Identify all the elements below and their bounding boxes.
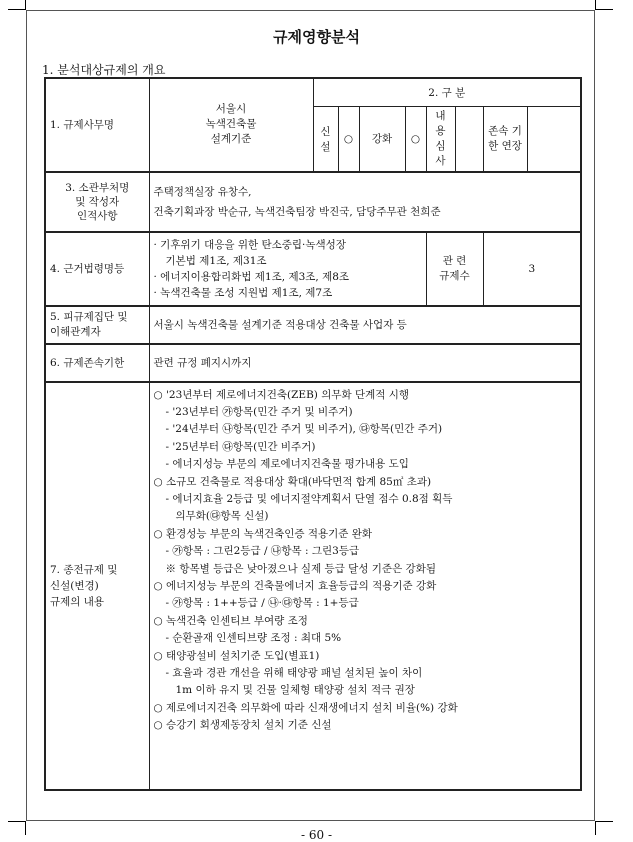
section-heading: 1. 분석대상규제의 개요 [42, 63, 166, 77]
row3-label [45, 172, 149, 232]
content-line: ○ 제로에너지건축 의무화에 따라 신재생에너지 설치 비율(%) 강화 [153, 701, 458, 714]
crop-mark-top-right-h [595, 9, 613, 10]
row1-label: 1. 규제사무명 [45, 78, 149, 172]
page-number: - 60 - [300, 828, 332, 842]
row3-label-line-2: 및 작성자 [75, 195, 120, 208]
row7-label [45, 382, 149, 790]
authors-cell [149, 172, 581, 232]
row3-label-line-3: 인적사항 [76, 209, 118, 222]
content-line: ○ 에너지성능 부문의 건축물에너지 효율등급의 적용기준 강화 [153, 579, 437, 592]
page-title: 규제영향분석 [273, 28, 360, 46]
content-line: - ㉮항목 : 그린2등급 / ㉯항목 : 그린3등급 [165, 545, 360, 558]
content-line: - '25년부터 ㉰항목(민간 비주거) [165, 440, 316, 453]
crop-mark-bottom-left-h [8, 821, 26, 822]
regulation-name-line-2: 녹색건축물 [205, 118, 257, 131]
category-new-mark: ○ [338, 106, 359, 172]
content-line: - '24년부터 ㉯항목(민간 주거 및 비주거), ㉰항목(민간 주거) [165, 423, 443, 436]
legal-basis-cell [149, 232, 426, 306]
content-line: - ㉮항목 : 1++등급 / ㉯·㉰항목 : 1+등급 [165, 597, 359, 610]
category-extension-mark [527, 106, 581, 172]
legal-basis-line-2: 기본법 제1조, 제31조 [165, 254, 267, 267]
content-line: - '23년부터 ㉮항목(민간 주거 및 비주거) [165, 405, 353, 418]
legal-basis-line-4: · 녹색건축물 조성 지원법 제1조, 제7조 [153, 286, 333, 299]
content-line: - 에너지효율 2등급 및 에너지절약계획서 단열 점수 0.8점 획득 [165, 492, 453, 505]
row4-label: 4. 근거법령명등 [45, 232, 149, 306]
row3-label-line-1: 3. 소관부처명 [65, 181, 130, 194]
category-strengthen: 강화 [359, 106, 405, 172]
stakeholders-cell: 서울시 녹색건축물 설계기준 적용대상 건축물 사업자 등 [149, 306, 581, 344]
category-strengthen-mark: ○ [405, 106, 426, 172]
row5-label [45, 306, 149, 344]
content-line: - 에너지성능 부문의 제로에너지건축물 평가내용 도입 [165, 458, 409, 471]
row7-label-line-3: 규제의 내용 [50, 595, 105, 608]
crop-mark-bottom-right-h [595, 821, 613, 822]
content-line: ○ 소규모 건축물로 적용대상 확대(바닥면적 합계 85㎡ 초과) [153, 475, 432, 488]
related-regulations-count: 3 [483, 232, 581, 306]
content-line: ※ 항목별 등급은 낮아졌으나 실제 등급 달성 기준은 강화됨 [165, 562, 436, 575]
category-content-review-mark [455, 106, 483, 172]
legal-basis-line-1: · 기후위기 대응을 위한 탄소중립·녹색성장 [153, 238, 346, 251]
content-line: 의무화(㉰항목 신설) [175, 510, 269, 523]
category-extension: 존속 기한 연장 [483, 106, 527, 172]
content-line: ○ 태양광설비 설치기준 도입(별표1) [153, 649, 320, 662]
regulation-name-line-1: 서울시 [215, 103, 247, 116]
crop-mark-top-right-v [595, 0, 596, 10]
content-line: ○ '23년부터 제로에너지건축(ZEB) 의무화 단계적 시행 [153, 388, 410, 401]
regulation-name-line-3: 설계기준 [210, 133, 252, 146]
content-line: ○ 녹색건축 인센티브 부여량 조정 [153, 614, 308, 627]
content-line: ○ 승강기 회생제동장치 설치 기준 신설 [153, 719, 332, 732]
content-line: - 효율과 경관 개선을 위해 태양광 패널 설치된 높이 차이 [165, 667, 423, 679]
category-new: 신설 [313, 106, 338, 172]
legal-basis-line-3: · 에너지이용합리화법 제1조, 제3조, 제8조 [153, 270, 350, 283]
content-line: - 순환골재 인센티브량 조정 : 최대 5% [165, 632, 342, 645]
content-line: ○ 환경성능 부문의 녹색건축인증 적용기준 완화 [153, 527, 373, 540]
regulation-contents-cell [149, 382, 581, 790]
row7-label-line-1: 7. 종전규제 및 [50, 563, 118, 576]
row7-label-line-2: 신설(변경) [50, 579, 99, 592]
category-header: 2. 구 분 [313, 78, 581, 106]
crop-mark-top-left-h [8, 9, 26, 10]
related-label-line-1: 관 련 [442, 254, 467, 267]
row5-label-line-1: 5. 피규제집단 및 [50, 310, 128, 323]
row5-label-line-2: 이해관계자 [50, 325, 101, 338]
content-line: 1m 이하 유지 및 건물 일체형 태양광 설치 적극 권장 [175, 684, 415, 697]
regulation-summary-table [44, 77, 582, 791]
related-label-line-2: 규제수 [439, 269, 470, 282]
regulation-name-cell [149, 78, 313, 172]
category-content-review: 내용 심사 [426, 106, 455, 172]
authors-line-2: 건축기획과장 박순규, 녹색건축팀장 박진국, 담당주무관 천희준 [153, 205, 441, 218]
row6-label: 6. 규제존속기한 [45, 344, 149, 382]
duration-cell: 관련 규정 폐지시까지 [149, 344, 581, 382]
related-regulations-label [426, 232, 483, 306]
crop-mark-top-left-v [25, 0, 26, 10]
authors-line-1: 주택정책실장 유창수, [153, 185, 252, 198]
